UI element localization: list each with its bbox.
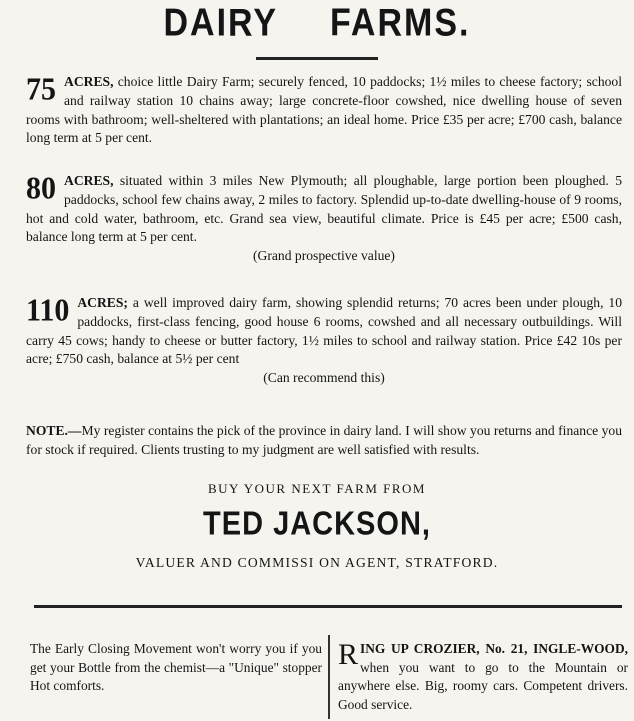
footer-rule — [34, 605, 622, 608]
listing-75-acres — [26, 73, 622, 148]
crozier-ad-text: when you want to go to the Mountain or anywhere else. Big, roomy cars. Competent drivers. Good service. — [338, 659, 628, 712]
crozier-dropcap: R — [338, 638, 359, 671]
heading-rule — [256, 57, 378, 60]
page-heading — [0, 1, 634, 46]
listing-acres-number: 110 — [26, 293, 70, 328]
listing-note: (Grand prospective value) — [253, 248, 395, 264]
listing-description: situated within 3 miles New Plymouth; all ploughable, large portion been ploughed. 5 paddocks, school few chains away, 2 miles to factory. Splendid up-to-date dwelling-house of 9 rooms, hot and cold water, bathroom, etc. Grand sea view, beautiful climate. Price is £45 per acre; £500 cash, balance long term at 5 per cent. — [26, 173, 622, 245]
agent-title: VALUER AND COMMISSI ON AGENT, STRATFORD. — [135, 555, 499, 570]
crozier-advertisement — [338, 640, 628, 714]
listing-acres-label: ACRES; — [77, 295, 128, 310]
agent-name: TED JACKSON, — [203, 505, 431, 543]
listing-80-acres — [26, 172, 622, 266]
heading-word-farms: FARMS. — [330, 1, 471, 45]
note-lead: NOTE.— — [26, 423, 82, 438]
note-text: My register contains the pick of the province in dairy land. I will show you returns and finance you for stock if required. Clients trusting to my judgment are well satisfied with results. — [26, 423, 622, 457]
note-paragraph — [26, 421, 622, 459]
listing-description: a well improved dairy farm, showing splendid returns; 70 acres been under plough, 10 paddocks, first-class fencing, good house 6 rooms, cowshed and all necessary outbuildings. Will carry 45 cows; handy to cheese or butter factory, 1½ miles to school and railway station. Price £42 10s per acre; £750 cash, balance at 5½ per cent — [26, 295, 622, 367]
buy-line: BUY YOUR NEXT FARM FROM — [208, 481, 426, 496]
listing-acres-label: ACRES, — [64, 74, 114, 89]
column-divider — [328, 635, 330, 719]
crozier-ad-caps: ING UP CROZIER, No. 21, INGLE-WOOD, — [360, 641, 628, 656]
listing-acres-label: ACRES, — [64, 173, 114, 188]
listing-note: (Can recommend this) — [263, 370, 385, 386]
heading-word-dairy: DAIRY — [163, 1, 279, 45]
listing-acres-number: 75 — [26, 72, 56, 107]
chemist-ad-text: The Early Closing Movement won't worry you if you get your Bottle from the chemist—a "Unique" stopper Hot comforts. — [30, 641, 322, 694]
listing-110-acres — [26, 294, 622, 388]
chemist-advertisement — [30, 640, 322, 696]
listing-acres-number: 80 — [26, 171, 56, 206]
listing-description: choice little Dairy Farm; securely fenced, 10 paddocks; 1½ miles to cheese factory; school and railway station 10 chains away; large concrete-floor cowshed, nice dwelling house of seven rooms with bathroom; well-sheltered with plantations; an ideal home. Price £35 per acre; £700 cash, balance long term at 5 per cent. — [26, 74, 622, 146]
